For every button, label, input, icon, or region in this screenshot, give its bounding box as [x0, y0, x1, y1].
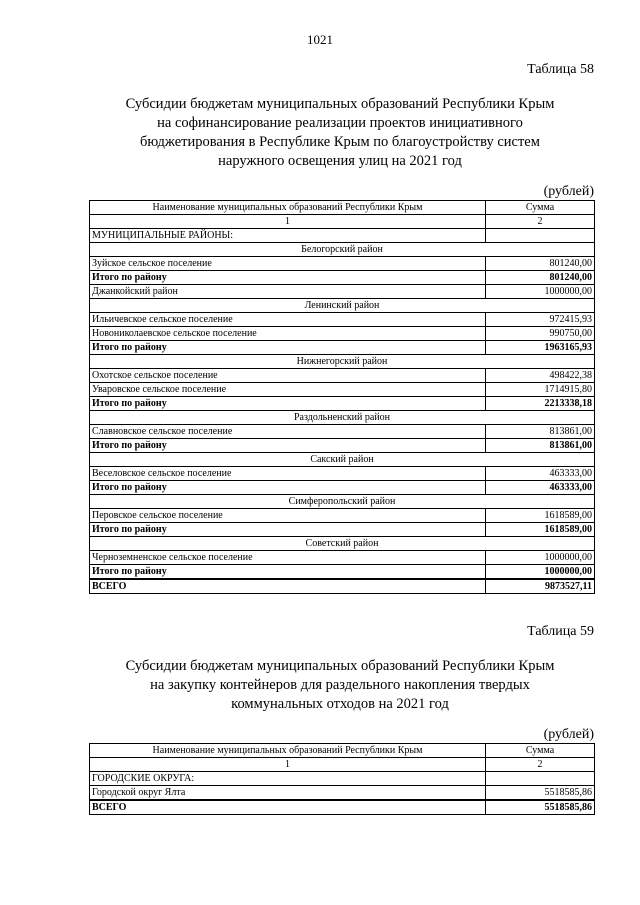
- subtotal-row: [90, 397, 595, 411]
- table-row: [90, 257, 595, 271]
- row-name-cell: Итого по району: [90, 481, 486, 495]
- table59-grid: [89, 743, 595, 815]
- row-name-cell: МУНИЦИПАЛЬНЫЕ РАЙОНЫ:: [90, 229, 486, 243]
- row-sum-cell: 1000000,00: [486, 551, 595, 565]
- table58-title-line: наружного освещения улиц на 2021 год: [218, 153, 462, 169]
- row-name-cell: ГОРОДСКИЕ ОКРУГА:: [90, 772, 486, 786]
- district-row: [90, 411, 595, 425]
- table58-title-line: на софинансирование реализации проектов инициативного: [157, 115, 523, 131]
- table-row: [90, 425, 595, 439]
- row-sum-cell: 1963165,93: [486, 341, 595, 355]
- table-header-row: [90, 201, 595, 215]
- row-name-cell: Зуйское сельское поселение: [90, 257, 486, 271]
- table-row: [90, 786, 595, 801]
- row-sum-cell: 813861,00: [486, 439, 595, 453]
- table-row: [90, 551, 595, 565]
- section-row: [90, 229, 595, 243]
- row-sum-cell: 2213338,18: [486, 397, 595, 411]
- table59-units: (рублей): [543, 727, 594, 742]
- row-sum-cell: 1618589,00: [486, 509, 595, 523]
- row-sum-cell: [486, 229, 595, 243]
- district-row: [90, 453, 595, 467]
- subtotal-row: [90, 341, 595, 355]
- row-sum-cell: 1000000,00: [486, 285, 595, 299]
- district-name-cell: Нижнегорский район: [90, 355, 595, 369]
- table59-title-line: Субсидии бюджетам муниципальных образований Республики Крым: [125, 658, 555, 674]
- row-sum-cell: 1000000,00: [486, 565, 595, 580]
- column-number-row: [90, 758, 595, 772]
- district-name-cell: Сакский район: [90, 453, 595, 467]
- row-sum-cell: 972415,93: [486, 313, 595, 327]
- table59-title: [90, 657, 590, 714]
- subtotal-row: [90, 523, 595, 537]
- row-sum-cell: [486, 772, 595, 786]
- table59-title-line: на закупку контейнеров для раздельного накопления твердых: [150, 677, 530, 693]
- district-row: [90, 355, 595, 369]
- colnum-name-cell: 1: [90, 215, 486, 229]
- district-row: [90, 299, 595, 313]
- row-sum-cell: 1618589,00: [486, 523, 595, 537]
- row-name-cell: Итого по району: [90, 565, 486, 580]
- subtotal-row: [90, 565, 595, 580]
- district-row: [90, 537, 595, 551]
- row-sum-cell: 990750,00: [486, 327, 595, 341]
- row-name-cell: ВСЕГО: [90, 579, 486, 594]
- row-name-cell: Итого по району: [90, 523, 486, 537]
- row-sum-cell: 9873527,11: [486, 579, 595, 594]
- row-name-cell: Черноземненское сельское поселение: [90, 551, 486, 565]
- row-sum-cell: 813861,00: [486, 425, 595, 439]
- row-name-cell: Джанкойский район: [90, 285, 486, 299]
- colnum-sum-cell: 2: [486, 215, 595, 229]
- subtotal-row: [90, 481, 595, 495]
- district-name-cell: Раздольненский район: [90, 411, 595, 425]
- header-sum-cell: Сумма: [486, 744, 595, 758]
- table-header-row: [90, 744, 595, 758]
- row-sum-cell: 801240,00: [486, 271, 595, 285]
- row-name-cell: Охотское сельское поселение: [90, 369, 486, 383]
- district-row: [90, 495, 595, 509]
- page-number: 1021: [307, 32, 333, 47]
- table59-title-line: коммунальных отходов на 2021 год: [231, 696, 449, 712]
- district-row: [90, 243, 595, 257]
- row-name-cell: Веселовское сельское поселение: [90, 467, 486, 481]
- row-name-cell: Уваровское сельское поселение: [90, 383, 486, 397]
- row-name-cell: ВСЕГО: [90, 800, 486, 815]
- row-name-cell: Итого по району: [90, 271, 486, 285]
- row-sum-cell: 463333,00: [486, 467, 595, 481]
- row-sum-cell: 463333,00: [486, 481, 595, 495]
- colnum-sum-cell: 2: [486, 758, 595, 772]
- row-name-cell: Городской округ Ялта: [90, 786, 486, 801]
- table-row: [90, 383, 595, 397]
- district-name-cell: Белогорский район: [90, 243, 595, 257]
- table-row: [90, 509, 595, 523]
- total-row: [90, 579, 595, 594]
- colnum-name-cell: 1: [90, 758, 486, 772]
- table58-units: (рублей): [543, 184, 594, 199]
- subtotal-row: [90, 439, 595, 453]
- row-sum-cell: 498422,38: [486, 369, 595, 383]
- table-row: [90, 369, 595, 383]
- row-sum-cell: 1714915,80: [486, 383, 595, 397]
- header-name-cell: Наименование муниципальных образований Республики Крым: [90, 744, 486, 758]
- district-name-cell: Советский район: [90, 537, 595, 551]
- table58-label: Таблица 58: [527, 62, 594, 77]
- district-name-cell: Симферопольский район: [90, 495, 595, 509]
- row-name-cell: Итого по району: [90, 397, 486, 411]
- total-row: [90, 800, 595, 815]
- row-name-cell: Ильичевское сельское поселение: [90, 313, 486, 327]
- header-sum-cell: Сумма: [486, 201, 595, 215]
- district-name-cell: Ленинский район: [90, 299, 595, 313]
- row-sum-cell: 5518585,86: [486, 786, 595, 801]
- table58-grid: [89, 200, 595, 594]
- subtotal-row: [90, 271, 595, 285]
- table-row: [90, 285, 595, 299]
- header-name-cell: Наименование муниципальных образований Республики Крым: [90, 201, 486, 215]
- section-row: [90, 772, 595, 786]
- table-row: [90, 313, 595, 327]
- row-name-cell: Славновское сельское поселение: [90, 425, 486, 439]
- table-row: [90, 327, 595, 341]
- row-name-cell: Новониколаевское сельское поселение: [90, 327, 486, 341]
- table58-title-line: Субсидии бюджетам муниципальных образований Республики Крым: [125, 96, 555, 112]
- row-name-cell: Итого по району: [90, 341, 486, 355]
- row-sum-cell: 5518585,86: [486, 800, 595, 815]
- table59-label: Таблица 59: [527, 624, 594, 639]
- column-number-row: [90, 215, 595, 229]
- row-name-cell: Перовское сельское поселение: [90, 509, 486, 523]
- table58-title-line: бюджетирования в Республике Крым по благоустройству систем: [140, 134, 540, 150]
- table58-title: [90, 95, 590, 171]
- row-sum-cell: 801240,00: [486, 257, 595, 271]
- table-row: [90, 467, 595, 481]
- row-name-cell: Итого по району: [90, 439, 486, 453]
